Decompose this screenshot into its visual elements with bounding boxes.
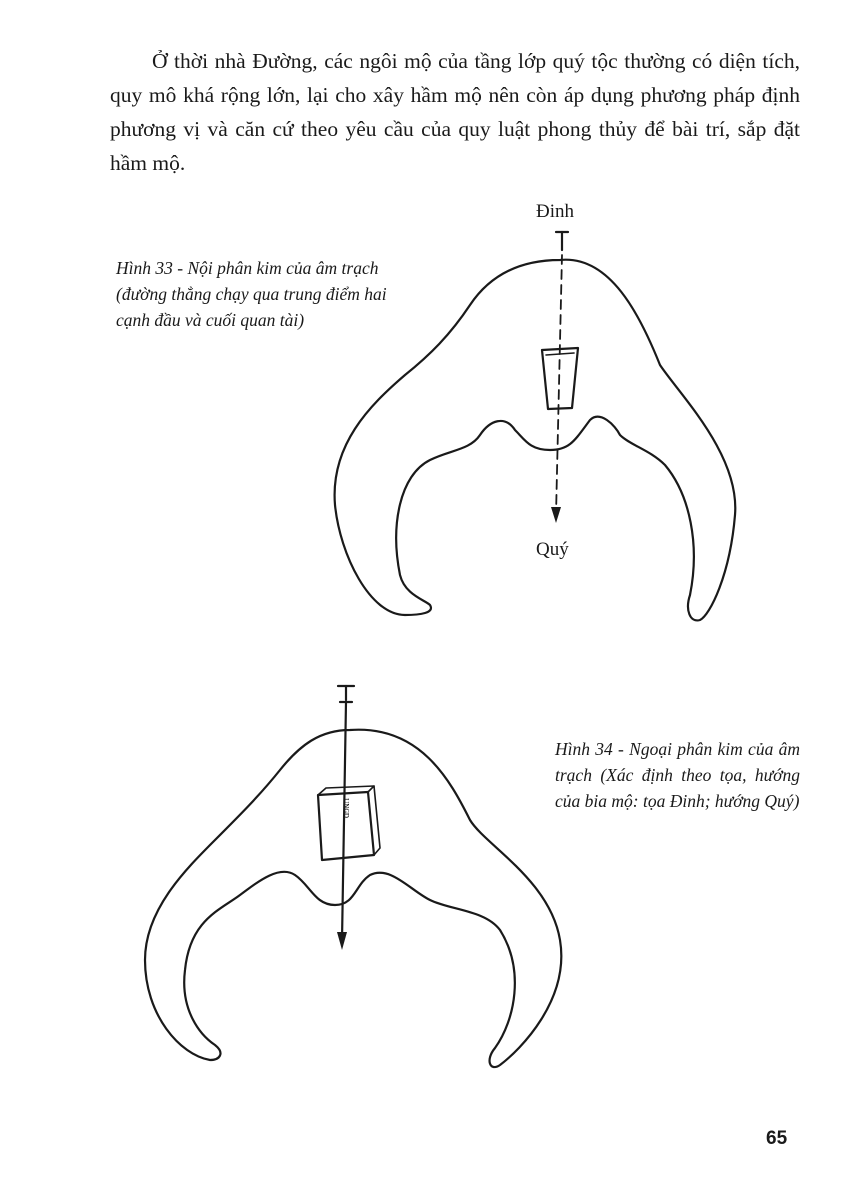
figure-33-diagram bbox=[320, 195, 740, 625]
tomb-outline bbox=[145, 730, 561, 1067]
body-paragraph: Ở thời nhà Đường, các ngôi mộ của tầng lớp quý tộc thường có diện tích, quy mô khá rộng lớn, lại cho xây hầm mộ nên còn áp dụng phương pháp định phương vị và căn cứ theo yêu cầu của quy luật phong thủy để bài trí, sắp đặt hầm mộ. bbox=[110, 49, 800, 175]
figure-34-caption: Hình 34 - Ngoại phân kim của âm trạch (Xác định theo tọa, hướng của bia mộ: tọa Đinh; hướng Quý) bbox=[555, 739, 800, 811]
arrow-head bbox=[337, 932, 347, 950]
arrow-head bbox=[551, 507, 561, 523]
page-number: 65 bbox=[766, 1128, 788, 1149]
stele-text: ᴜɴɢᴅ bbox=[341, 798, 352, 819]
tomb-outline bbox=[335, 260, 736, 621]
bottom-label: Quý bbox=[536, 539, 569, 560]
figure-34-diagram bbox=[130, 670, 580, 1090]
figure-33-caption: Hình 33 - Nội phân kim của âm trạch (đường thẳng chạy qua trung điểm hai cạnh đầu và cuối quan tài) bbox=[116, 258, 387, 330]
top-label: Đinh bbox=[536, 201, 574, 222]
